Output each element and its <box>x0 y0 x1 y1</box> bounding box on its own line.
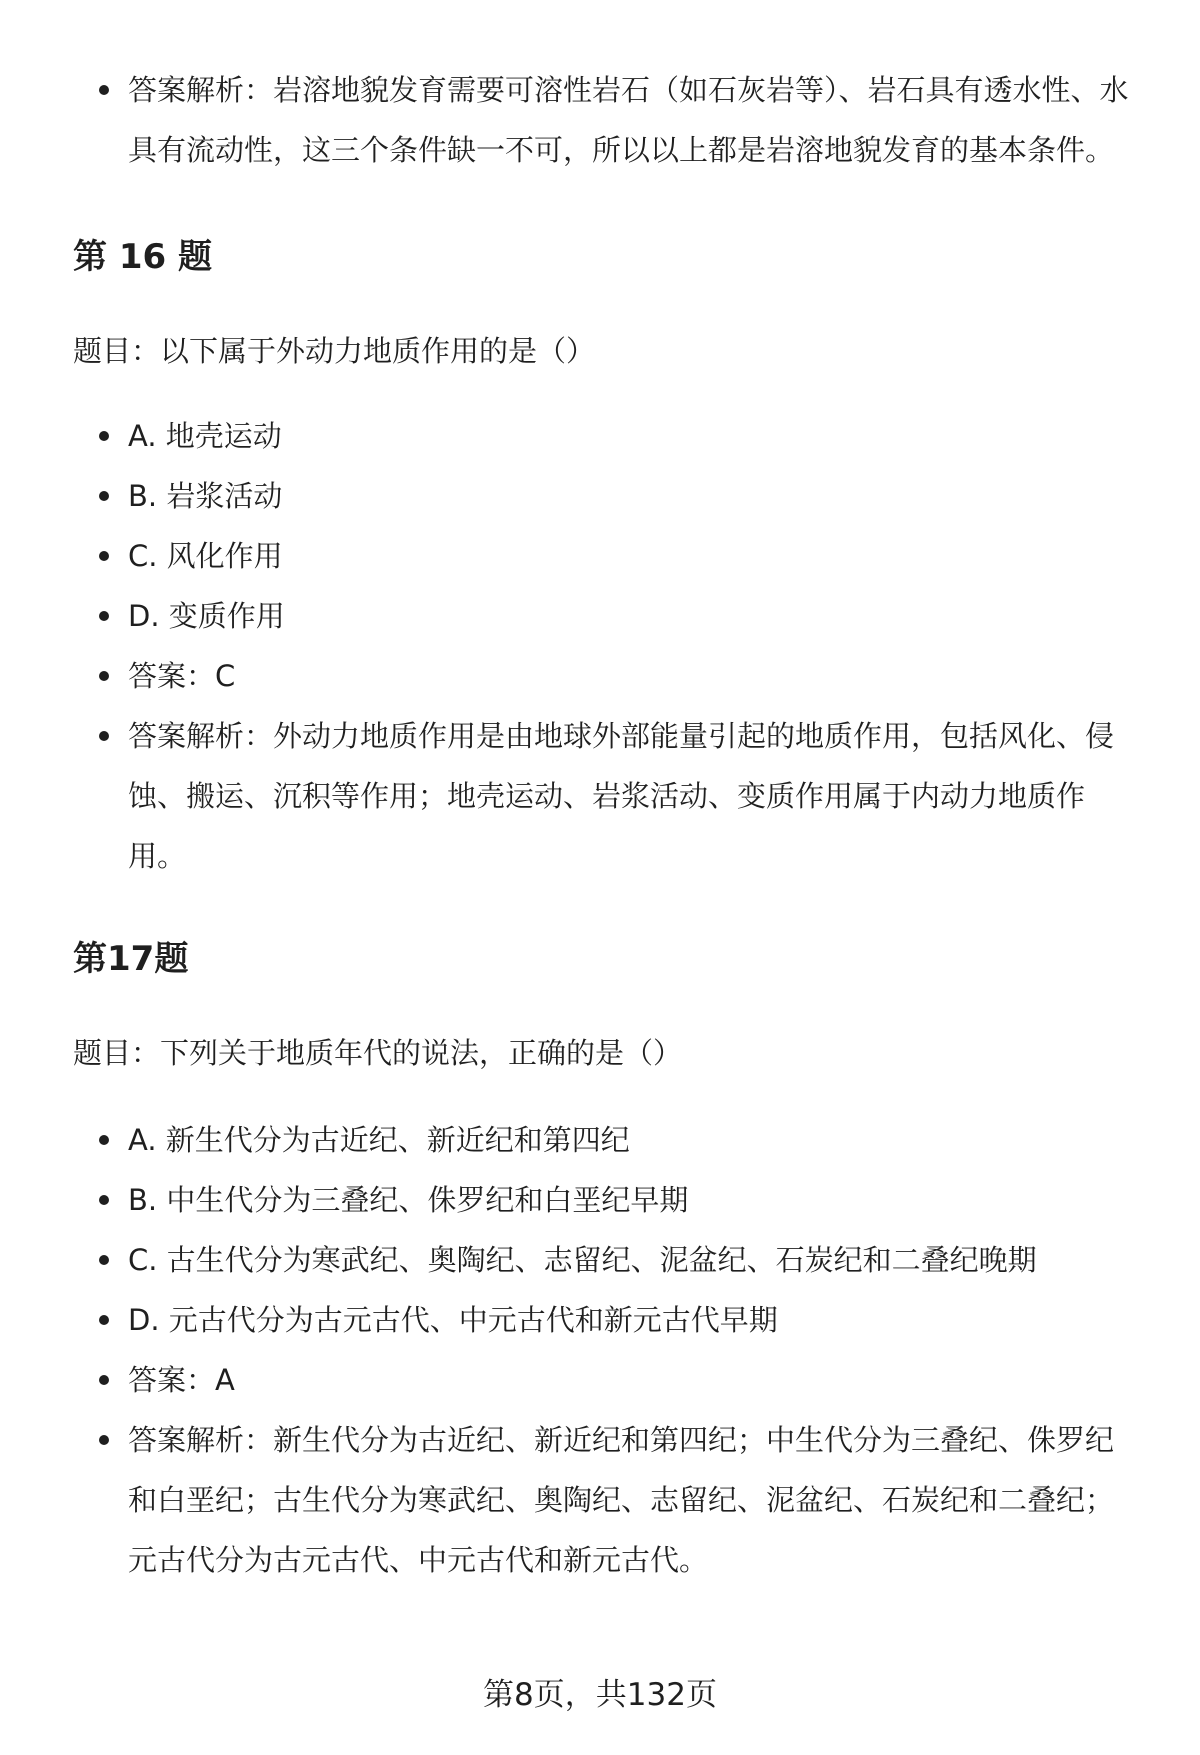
q17-option-c: C. 古生代分为寒武纪、奥陶纪、志留纪、泥盆纪、石炭纪和二叠纪晚期 <box>128 1230 1140 1290</box>
q16-answer-explanation: 答案解析：外动力地质作用是由地球外部能量引起的地质作用，包括风化、侵蚀、搬运、沉积等作用；地壳运动、岩浆活动、变质作用属于内动力地质作用。 <box>128 706 1140 886</box>
question-16-list <box>73 406 1140 886</box>
question-16-title: 第 16 题 <box>73 237 212 277</box>
q16-option-d: D. 变质作用 <box>128 586 1140 646</box>
question-16-stem: 题目：以下属于外动力地质作用的是（） <box>73 334 596 368</box>
q17-option-d: D. 元古代分为古元古代、中元古代和新元古代早期 <box>128 1290 1140 1350</box>
q17-answer-explanation: 答案解析：新生代分为古近纪、新近纪和第四纪；中生代分为三叠纪、侏罗纪和白垩纪；古生代分为寒武纪、奥陶纪、志留纪、泥盆纪、石炭纪和二叠纪；元古代分为古元古代、中元古代和新元古代。 <box>128 1410 1140 1590</box>
page-number-footer: 第8页，共132页 <box>483 1677 717 1713</box>
prev-answer-explanation: 答案解析：岩溶地貌发育需要可溶性岩石（如石灰岩等）、岩石具有透水性、水具有流动性，这三个条件缺一不可，所以以上都是岩溶地貌发育的基本条件。 <box>128 60 1140 180</box>
prev-question-list <box>73 60 1140 180</box>
q16-option-a: A. 地壳运动 <box>128 406 1140 466</box>
q17-answer: 答案：A <box>128 1350 1140 1410</box>
q17-option-a: A. 新生代分为古近纪、新近纪和第四纪 <box>128 1110 1140 1170</box>
question-17-list <box>73 1110 1140 1590</box>
question-17-title: 第17题 <box>73 939 189 979</box>
q17-option-b: B. 中生代分为三叠纪、侏罗纪和白垩纪早期 <box>128 1170 1140 1230</box>
question-17-stem: 题目：下列关于地质年代的说法，正确的是（） <box>73 1036 683 1070</box>
q16-option-c: C. 风化作用 <box>128 526 1140 586</box>
q16-option-b: B. 岩浆活动 <box>128 466 1140 526</box>
q16-answer: 答案：C <box>128 646 1140 706</box>
